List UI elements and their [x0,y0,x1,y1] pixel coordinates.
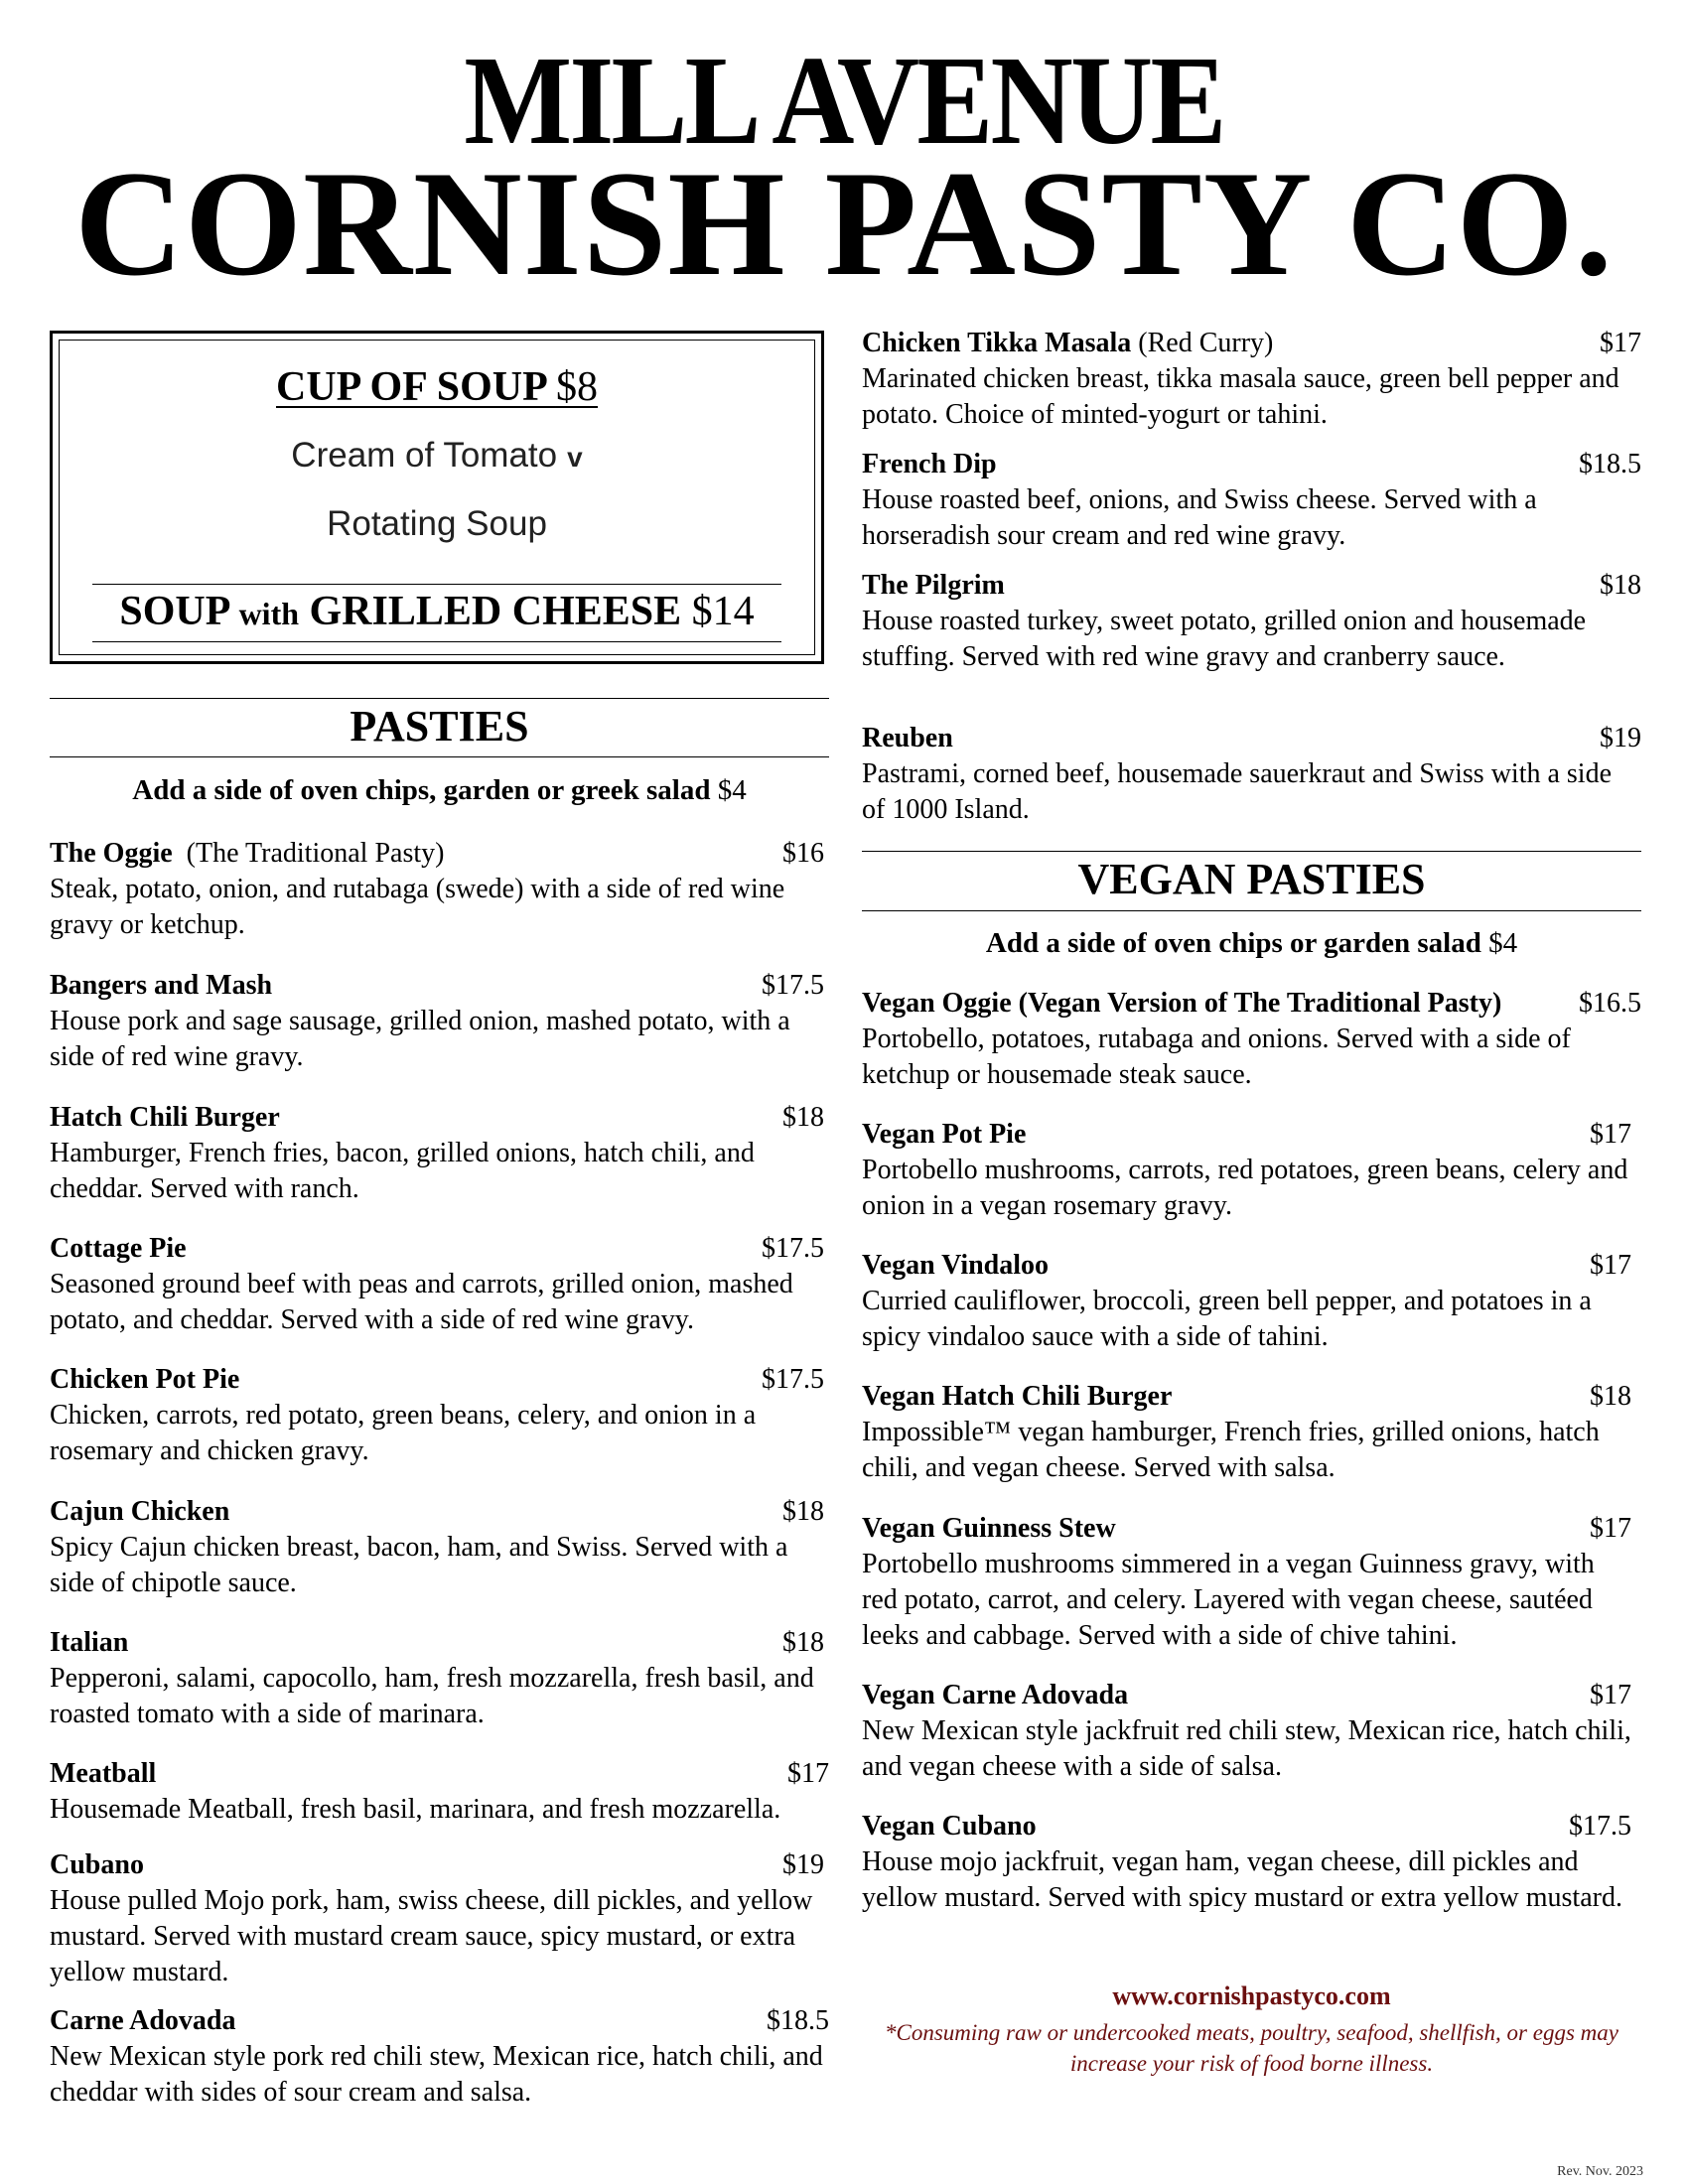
soup-title: CUP OF SOUP [276,364,546,410]
menu-item [50,1362,824,1469]
item-description: Portobello, potatoes, rutabaga and onions. Served with a side of ketchup or housemade steak sauce. [862,1024,1571,1090]
item-description: Impossible™ vegan hamburger, French fries, grilled onions, hatch chili, and vegan cheese. Served with salsa. [862,1417,1600,1483]
menu-item [862,1379,1631,1486]
item-description: Marinated chicken breast, tikka masala sauce, green bell pepper and potato. Choice of minted-yogurt or tahini. [862,363,1619,430]
vegan-side-note-text: Add a side of oven chips or garden salad [985,927,1481,959]
item-description: House roasted turkey, sweet potato, grilled onion and housemade stuffing. Served with red wine gravy and cranberry sauce. [862,606,1587,672]
item-description: Curried cauliflower, broccoli, green bell pepper, and potatoes in a spicy vindaloo sauce with a side of tahini. [862,1286,1592,1352]
vegetarian-mark-icon: v [567,442,583,473]
menu-item [862,986,1641,1093]
pasties-side-note [50,774,829,807]
menu-item [862,447,1641,554]
soup-item-name: Rotating Soup [327,504,547,543]
menu-item [50,968,824,1075]
item-description: Pastrami, corned beef, housemade sauerkraut and Swiss with a side of 1000 Island. [862,758,1613,825]
item-price: $17.5 [762,1364,824,1395]
menu-item [862,326,1641,433]
item-price: $17 [1590,1513,1631,1544]
vegan-side-note [862,927,1641,960]
item-name: Bangers and Mash [50,970,273,1001]
item-name: Cajun Chicken [50,1496,230,1527]
vegan-title: VEGAN PASTIES [1077,855,1426,903]
soup-grilled-label: SOUP [119,589,229,634]
item-name: Vegan Carne Adovada [862,1680,1129,1710]
soup-price: $8 [555,364,598,410]
item-price: $19 [1600,723,1641,753]
item-price: $17.5 [1569,1811,1631,1842]
item-description: Portobello mushrooms, carrots, red potatoes, green beans, celery and onion in a vegan rosemary gravy. [862,1155,1628,1221]
soup-grilled-with: with [238,596,300,631]
menu-item [862,568,1641,675]
menu-item [50,1231,824,1338]
soup-heading [53,363,821,411]
restaurant-name-line1: MILL AVENUE [464,30,1224,171]
menu-item [862,1511,1631,1654]
website-link[interactable]: www.cornishpastyco.com [1112,1981,1391,2010]
item-subtitle: (The Traditional Pasty) [172,838,445,869]
item-name: Cottage Pie [50,1233,187,1264]
vegan-rule-bottom [862,910,1641,911]
item-price: $18.5 [1579,449,1641,479]
menu-item [862,1248,1631,1355]
pasties-rule [50,698,829,699]
menu-item [50,1847,824,1990]
item-name: Meatball [50,1758,157,1789]
item-price: $17 [1590,1680,1631,1710]
item-description: New Mexican style jackfruit red chili stew, Mexican rice, hatch chili, and vegan cheese with a side of salsa. [862,1715,1631,1782]
item-name: Chicken Pot Pie [50,1364,240,1395]
soup-grilled-price: $14 [691,589,755,634]
soup-item [53,436,821,476]
item-description: New Mexican style pork red chili stew, Mexican rice, hatch chili, and cheddar with sides of sour cream and salsa. [50,2041,823,2108]
item-description: Seasoned ground beef with peas and carrots, grilled onion, mashed potato, and cheddar. Served with a side of red wine gravy. [50,1269,793,1335]
item-name: Cubano [50,1849,144,1880]
item-subtitle: (Red Curry) [1131,328,1274,358]
menu-item [50,1100,824,1207]
item-price: $18 [782,1496,824,1527]
food-safety-disclaimer: *Consuming raw or undercooked meats, poultry, seafood, shellfish, or eggs may increase your risk of food borne illness. [885,2020,1618,2076]
item-description: Chicken, carrots, red potato, green beans, celery, and onion in a rosemary and chicken gravy. [50,1400,757,1466]
item-name: The Pilgrim [862,570,1005,601]
item-price: $18 [1590,1381,1631,1412]
item-name: Reuben [862,723,953,753]
revision-date: Rev. Nov. 2023 [1557,2164,1643,2179]
soup-grilled-cheese [53,588,821,635]
item-name: The Oggie [50,838,173,869]
item-name: Carne Adovada [50,2005,236,2036]
menu-item [862,1678,1631,1785]
menu-item [50,1494,824,1601]
item-price: $17 [1590,1119,1631,1150]
menu-item [50,836,824,943]
item-price: $17 [787,1758,829,1789]
item-name: Vegan Pot Pie [862,1119,1027,1150]
item-price: $19 [782,1849,824,1880]
item-description: House mojo jackfruit, vegan ham, vegan cheese, dill pickles and yellow mustard. Served with spicy mustard or extra yellow mustard. [862,1846,1622,1913]
soup-box [50,331,824,664]
item-name: Vegan Hatch Chili Burger [862,1381,1173,1412]
item-price: $18.5 [767,2005,829,2036]
item-description: Steak, potato, onion, and rutabaga (swede) with a side of red wine gravy or ketchup. [50,874,785,940]
item-name: Italian [50,1627,129,1658]
item-price: $17 [1600,328,1641,358]
item-price: $18 [1600,570,1641,601]
item-name: French Dip [862,449,997,479]
item-price: $16.5 [1579,988,1641,1019]
vegan-rule [862,851,1641,852]
menu-item [50,2003,829,2111]
item-price: $17.5 [762,970,824,1001]
item-price: $18 [782,1627,824,1658]
pasties-side-note-text: Add a side of oven chips, garden or greek salad [132,774,711,806]
item-description: Housemade Meatball, fresh basil, marinara, and fresh mozzarella. [50,1794,781,1825]
menu-item [50,1625,824,1732]
item-description: Pepperoni, salami, capocollo, ham, fresh mozzarella, fresh basil, and roasted tomato with a side of marinara. [50,1663,814,1729]
item-description: Spicy Cajun chicken breast, bacon, ham, and Swiss. Served with a side of chipotle sauce. [50,1532,788,1598]
item-price: $18 [782,1102,824,1133]
soup-item-name: Cream of Tomato [291,436,558,475]
item-name: Vegan Cubano [862,1811,1037,1842]
item-name: Vegan Oggie (Vegan Version of The Traditional Pasty) [862,988,1502,1019]
item-price: $16 [782,838,824,869]
soup-grilled-label-2: GRILLED CHEESE [309,589,682,634]
menu-item [862,1117,1631,1224]
item-description: House pulled Mojo pork, ham, swiss cheese, dill pickles, and yellow mustard. Served with mustard cream sauce, spicy mustard, or extra yellow mustard. [50,1885,813,1987]
restaurant-name-line2: CORNISH PASTY CO. [74,140,1614,307]
item-price: $17.5 [762,1233,824,1264]
soup-divider-top [92,584,781,585]
item-name: Hatch Chili Burger [50,1102,280,1133]
item-description: House pork and sage sausage, grilled onion, mashed potato, with a side of red wine gravy. [50,1006,790,1072]
pasties-side-note-price: $4 [717,774,747,806]
item-name: Chicken Tikka Masala [862,328,1132,358]
soup-item [53,504,821,544]
item-description: Portobello mushrooms simmered in a vegan Guinness gravy, with red potato, carrot, and celery. Layered with vegan cheese, sautéed leeks and cabbage. Served with a side of chive tahini. [862,1549,1595,1651]
menu-item [862,1809,1631,1916]
soup-divider-bottom [92,641,781,642]
vegan-side-note-price: $4 [1488,927,1518,959]
item-description: House roasted beef, onions, and Swiss cheese. Served with a horseradish sour cream and red wine gravy. [862,484,1537,551]
item-name: Vegan Vindaloo [862,1250,1050,1281]
pasties-rule-bottom [50,756,829,757]
menu-item [862,721,1641,828]
item-description: Hamburger, French fries, bacon, grilled onions, hatch chili, and cheddar. Served with ranch. [50,1138,755,1204]
pasties-title: PASTIES [350,702,529,751]
item-name: Vegan Guinness Stew [862,1513,1116,1544]
item-price: $17 [1590,1250,1631,1281]
menu-item [50,1756,829,1828]
